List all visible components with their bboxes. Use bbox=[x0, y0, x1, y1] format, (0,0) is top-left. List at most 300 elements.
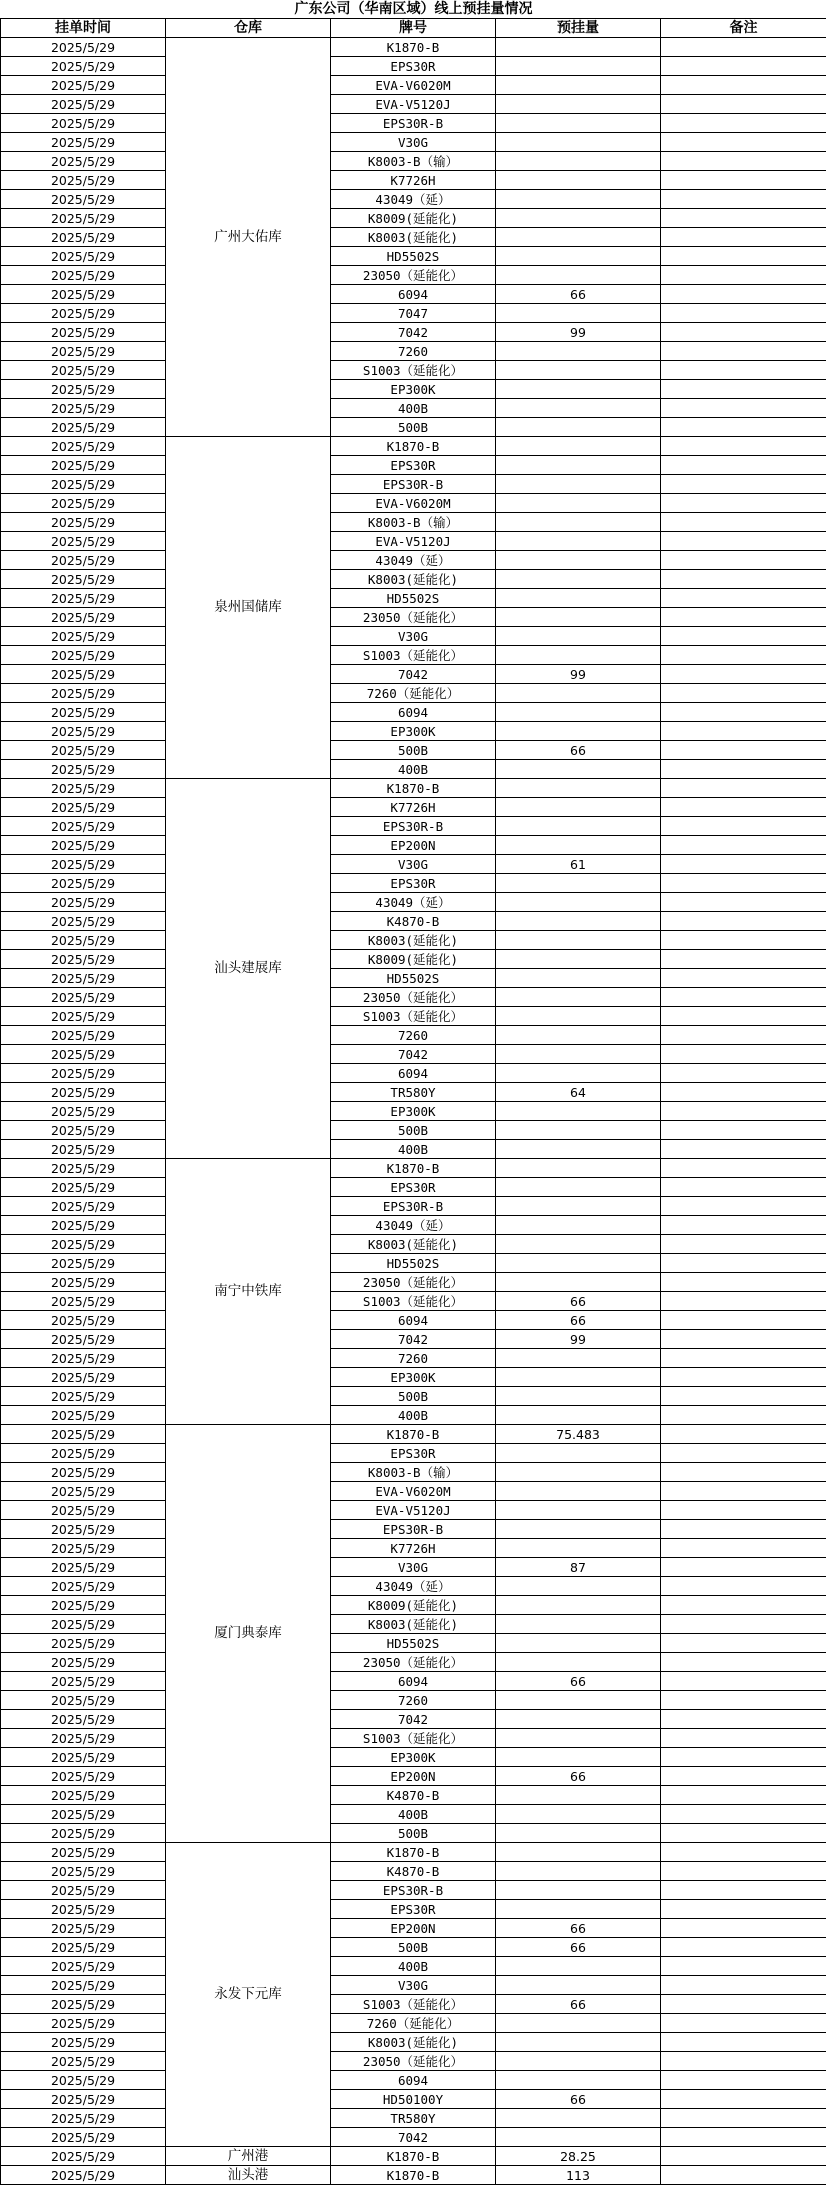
remark-cell bbox=[661, 1596, 826, 1615]
table-row bbox=[1, 209, 826, 228]
table-row bbox=[1, 874, 826, 893]
table-row bbox=[1, 1387, 826, 1406]
brand-cell: 7047 bbox=[331, 304, 496, 323]
table-row bbox=[1, 1406, 826, 1425]
remark-cell bbox=[661, 912, 826, 931]
remark-cell bbox=[661, 1273, 826, 1292]
brand-cell: K1870-B bbox=[331, 437, 496, 456]
date-cell: 2025/5/29 bbox=[1, 2014, 166, 2033]
brand-cell: EPS30R-B bbox=[331, 1520, 496, 1539]
table-row bbox=[1, 627, 826, 646]
brand-cell: EP300K bbox=[331, 722, 496, 741]
table-row bbox=[1, 1273, 826, 1292]
remark-cell bbox=[661, 1292, 826, 1311]
remark-cell bbox=[661, 1634, 826, 1653]
quantity-cell bbox=[496, 1615, 661, 1634]
table-row bbox=[1, 1995, 826, 2014]
remark-cell bbox=[661, 855, 826, 874]
remark-cell bbox=[661, 1330, 826, 1349]
remark-cell bbox=[661, 779, 826, 798]
brand-cell: 43049（延） bbox=[331, 190, 496, 209]
table-row bbox=[1, 2052, 826, 2071]
remark-cell bbox=[661, 1539, 826, 1558]
date-cell: 2025/5/29 bbox=[1, 1995, 166, 2014]
table-row bbox=[1, 95, 826, 114]
remark-cell bbox=[661, 380, 826, 399]
remark-cell bbox=[661, 76, 826, 95]
table-row bbox=[1, 1615, 826, 1634]
table-row bbox=[1, 665, 826, 684]
table-row bbox=[1, 1862, 826, 1881]
table-row bbox=[1, 2033, 826, 2052]
remark-cell bbox=[661, 741, 826, 760]
brand-cell: 7260 bbox=[331, 1691, 496, 1710]
brand-cell: K1870-B bbox=[331, 38, 496, 57]
table-row bbox=[1, 228, 826, 247]
quantity-cell bbox=[496, 817, 661, 836]
remark-cell bbox=[661, 1805, 826, 1824]
date-cell: 2025/5/29 bbox=[1, 1710, 166, 1729]
brand-cell: 7042 bbox=[331, 1330, 496, 1349]
remark-cell bbox=[661, 1216, 826, 1235]
quantity-cell bbox=[496, 1824, 661, 1843]
date-cell: 2025/5/29 bbox=[1, 437, 166, 456]
table-row bbox=[1, 1824, 826, 1843]
date-cell: 2025/5/29 bbox=[1, 950, 166, 969]
date-cell: 2025/5/29 bbox=[1, 1045, 166, 1064]
remark-cell bbox=[661, 722, 826, 741]
date-cell: 2025/5/29 bbox=[1, 1672, 166, 1691]
brand-cell: 7042 bbox=[331, 1045, 496, 1064]
date-cell: 2025/5/29 bbox=[1, 1786, 166, 1805]
quantity-cell bbox=[496, 2109, 661, 2128]
remark-cell bbox=[661, 361, 826, 380]
quantity-cell bbox=[496, 1064, 661, 1083]
date-cell: 2025/5/29 bbox=[1, 1862, 166, 1881]
date-cell: 2025/5/29 bbox=[1, 912, 166, 931]
date-cell: 2025/5/29 bbox=[1, 285, 166, 304]
brand-cell: TR580Y bbox=[331, 1083, 496, 1102]
table-row bbox=[1, 817, 826, 836]
brand-cell: HD5502S bbox=[331, 1254, 496, 1273]
brand-cell: 7260 bbox=[331, 1349, 496, 1368]
table-row bbox=[1, 2109, 826, 2128]
date-cell: 2025/5/29 bbox=[1, 1729, 166, 1748]
table-row bbox=[1, 1425, 826, 1444]
quantity-cell bbox=[496, 361, 661, 380]
date-cell: 2025/5/29 bbox=[1, 1311, 166, 1330]
table-row bbox=[1, 133, 826, 152]
quantity-cell bbox=[496, 2014, 661, 2033]
remark-cell bbox=[661, 1824, 826, 1843]
brand-cell: V30G bbox=[331, 855, 496, 874]
date-cell: 2025/5/29 bbox=[1, 171, 166, 190]
brand-cell: K8003-B（输） bbox=[331, 1463, 496, 1482]
quantity-cell bbox=[496, 1216, 661, 1235]
quantity-cell bbox=[496, 1045, 661, 1064]
remark-cell bbox=[661, 399, 826, 418]
warehouse-cell: 汕头建展库 bbox=[166, 779, 331, 1159]
date-cell: 2025/5/29 bbox=[1, 1824, 166, 1843]
brand-cell: TR580Y bbox=[331, 2109, 496, 2128]
date-cell: 2025/5/29 bbox=[1, 2052, 166, 2071]
remark-cell bbox=[661, 494, 826, 513]
remark-cell bbox=[661, 988, 826, 1007]
header-brand: 牌号 bbox=[331, 19, 496, 38]
table-row bbox=[1, 114, 826, 133]
table-row bbox=[1, 1881, 826, 1900]
remark-cell bbox=[661, 1083, 826, 1102]
table-row bbox=[1, 1748, 826, 1767]
remark-cell bbox=[661, 1995, 826, 2014]
table-row bbox=[1, 532, 826, 551]
quantity-cell bbox=[496, 798, 661, 817]
quantity-cell bbox=[496, 304, 661, 323]
table-row bbox=[1, 912, 826, 931]
remark-cell bbox=[661, 266, 826, 285]
remark-cell bbox=[661, 1862, 826, 1881]
warehouse-cell: 泉州国储库 bbox=[166, 437, 331, 779]
remark-cell bbox=[661, 1691, 826, 1710]
remark-cell bbox=[661, 874, 826, 893]
quantity-cell bbox=[496, 494, 661, 513]
brand-cell: 500B bbox=[331, 418, 496, 437]
date-cell: 2025/5/29 bbox=[1, 551, 166, 570]
quantity-cell bbox=[496, 1900, 661, 1919]
date-cell: 2025/5/29 bbox=[1, 836, 166, 855]
quantity-cell bbox=[496, 912, 661, 931]
remark-cell bbox=[661, 969, 826, 988]
brand-cell: EPS30R bbox=[331, 456, 496, 475]
table-row bbox=[1, 836, 826, 855]
date-cell: 2025/5/29 bbox=[1, 76, 166, 95]
remark-cell bbox=[661, 1957, 826, 1976]
brand-cell: 500B bbox=[331, 1938, 496, 1957]
date-cell: 2025/5/29 bbox=[1, 114, 166, 133]
date-cell: 2025/5/29 bbox=[1, 1444, 166, 1463]
quantity-cell bbox=[496, 1463, 661, 1482]
remark-cell bbox=[661, 665, 826, 684]
date-cell: 2025/5/29 bbox=[1, 475, 166, 494]
table-row bbox=[1, 57, 826, 76]
date-cell: 2025/5/29 bbox=[1, 1216, 166, 1235]
table-row bbox=[1, 2071, 826, 2090]
table-row bbox=[1, 1235, 826, 1254]
quantity-cell: 66 bbox=[496, 1311, 661, 1330]
date-cell: 2025/5/29 bbox=[1, 2090, 166, 2109]
date-cell: 2025/5/29 bbox=[1, 1596, 166, 1615]
brand-cell: EVA-V5120J bbox=[331, 532, 496, 551]
quantity-cell bbox=[496, 133, 661, 152]
quantity-cell bbox=[496, 1368, 661, 1387]
table-row bbox=[1, 589, 826, 608]
date-cell: 2025/5/29 bbox=[1, 494, 166, 513]
table-row bbox=[1, 1482, 826, 1501]
date-cell: 2025/5/29 bbox=[1, 228, 166, 247]
remark-cell bbox=[661, 2033, 826, 2052]
remark-cell bbox=[661, 1406, 826, 1425]
table-row bbox=[1, 646, 826, 665]
date-cell: 2025/5/29 bbox=[1, 1406, 166, 1425]
remark-cell bbox=[661, 1102, 826, 1121]
date-cell: 2025/5/29 bbox=[1, 1577, 166, 1596]
quantity-cell bbox=[496, 1710, 661, 1729]
table-row bbox=[1, 608, 826, 627]
brand-cell: EP200N bbox=[331, 836, 496, 855]
quantity-cell bbox=[496, 38, 661, 57]
table-row bbox=[1, 1596, 826, 1615]
table-row bbox=[1, 1102, 826, 1121]
quantity-cell bbox=[496, 1729, 661, 1748]
date-cell: 2025/5/29 bbox=[1, 1957, 166, 1976]
remark-cell bbox=[661, 1843, 826, 1862]
table-row bbox=[1, 304, 826, 323]
table-row bbox=[1, 1558, 826, 1577]
brand-cell: K8003-B（输） bbox=[331, 152, 496, 171]
table-row bbox=[1, 1767, 826, 1786]
quantity-cell bbox=[496, 2071, 661, 2090]
brand-cell: K4870-B bbox=[331, 1786, 496, 1805]
quantity-cell bbox=[496, 2052, 661, 2071]
sheet-title: 广东公司（华南区域）线上预挂量情况 bbox=[1, 0, 826, 19]
table-row bbox=[1, 1064, 826, 1083]
remark-cell bbox=[661, 1748, 826, 1767]
table-row bbox=[1, 969, 826, 988]
warehouse-cell: 永发下元库 bbox=[166, 1843, 331, 2147]
table-row bbox=[1, 475, 826, 494]
quantity-cell bbox=[496, 399, 661, 418]
brand-cell: 43049（延） bbox=[331, 1216, 496, 1235]
date-cell: 2025/5/29 bbox=[1, 1653, 166, 1672]
table-row bbox=[1, 76, 826, 95]
table-row bbox=[1, 1292, 826, 1311]
brand-cell: EP300K bbox=[331, 1368, 496, 1387]
table-row bbox=[1, 418, 826, 437]
date-cell: 2025/5/29 bbox=[1, 627, 166, 646]
date-cell: 2025/5/29 bbox=[1, 589, 166, 608]
quantity-cell bbox=[496, 1577, 661, 1596]
quantity-cell bbox=[496, 171, 661, 190]
header-row bbox=[1, 19, 826, 38]
date-cell: 2025/5/29 bbox=[1, 1254, 166, 1273]
date-cell: 2025/5/29 bbox=[1, 1159, 166, 1178]
table-row bbox=[1, 798, 826, 817]
table-row bbox=[1, 2166, 826, 2185]
quantity-cell: 66 bbox=[496, 1767, 661, 1786]
date-cell: 2025/5/29 bbox=[1, 380, 166, 399]
remark-cell bbox=[661, 1007, 826, 1026]
remark-cell bbox=[661, 1786, 826, 1805]
date-cell: 2025/5/29 bbox=[1, 817, 166, 836]
table-row bbox=[1, 1178, 826, 1197]
table-row bbox=[1, 722, 826, 741]
remark-cell bbox=[661, 1444, 826, 1463]
table-row bbox=[1, 1805, 826, 1824]
brand-cell: 500B bbox=[331, 1824, 496, 1843]
quantity-cell bbox=[496, 475, 661, 494]
table-row bbox=[1, 285, 826, 304]
remark-cell bbox=[661, 551, 826, 570]
quantity-cell bbox=[496, 969, 661, 988]
brand-cell: K8003-B（输） bbox=[331, 513, 496, 532]
remark-cell bbox=[661, 1501, 826, 1520]
table-row bbox=[1, 1786, 826, 1805]
quantity-cell bbox=[496, 95, 661, 114]
remark-cell bbox=[661, 171, 826, 190]
table-row bbox=[1, 551, 826, 570]
brand-cell: S1003（延能化） bbox=[331, 1007, 496, 1026]
brand-cell: K8009(延能化) bbox=[331, 950, 496, 969]
brand-cell: K7726H bbox=[331, 171, 496, 190]
remark-cell bbox=[661, 627, 826, 646]
title-row bbox=[1, 0, 826, 19]
quantity-cell bbox=[496, 513, 661, 532]
quantity-cell bbox=[496, 456, 661, 475]
quantity-cell bbox=[496, 2128, 661, 2147]
brand-cell: 43049（延） bbox=[331, 893, 496, 912]
brand-cell: 7042 bbox=[331, 2128, 496, 2147]
brand-cell: EVA-V6020M bbox=[331, 1482, 496, 1501]
brand-cell: 500B bbox=[331, 1121, 496, 1140]
quantity-cell bbox=[496, 1520, 661, 1539]
date-cell: 2025/5/29 bbox=[1, 2166, 166, 2185]
remark-cell bbox=[661, 1482, 826, 1501]
brand-cell: 7042 bbox=[331, 665, 496, 684]
table-row bbox=[1, 1957, 826, 1976]
date-cell: 2025/5/29 bbox=[1, 1805, 166, 1824]
remark-cell bbox=[661, 1425, 826, 1444]
quantity-cell bbox=[496, 1786, 661, 1805]
brand-cell: 6094 bbox=[331, 703, 496, 722]
remark-cell bbox=[661, 2014, 826, 2033]
date-cell: 2025/5/29 bbox=[1, 2033, 166, 2052]
remark-cell bbox=[661, 418, 826, 437]
brand-cell: EPS30R-B bbox=[331, 817, 496, 836]
brand-cell: 43049（延） bbox=[331, 1577, 496, 1596]
table-row bbox=[1, 1938, 826, 1957]
remark-cell bbox=[661, 608, 826, 627]
table-row bbox=[1, 779, 826, 798]
remark-cell bbox=[661, 1710, 826, 1729]
brand-cell: EVA-V6020M bbox=[331, 494, 496, 513]
remark-cell bbox=[661, 1463, 826, 1482]
quantity-cell bbox=[496, 1862, 661, 1881]
quantity-cell: 99 bbox=[496, 665, 661, 684]
brand-cell: K8003(延能化) bbox=[331, 1235, 496, 1254]
brand-cell: 400B bbox=[331, 1406, 496, 1425]
remark-cell bbox=[661, 2147, 826, 2166]
table-row bbox=[1, 703, 826, 722]
remark-cell bbox=[661, 817, 826, 836]
brand-cell: V30G bbox=[331, 133, 496, 152]
date-cell: 2025/5/29 bbox=[1, 1235, 166, 1254]
table-row bbox=[1, 950, 826, 969]
remark-cell bbox=[661, 2109, 826, 2128]
brand-cell: 400B bbox=[331, 1957, 496, 1976]
date-cell: 2025/5/29 bbox=[1, 209, 166, 228]
date-cell: 2025/5/29 bbox=[1, 570, 166, 589]
brand-cell: HD5502S bbox=[331, 969, 496, 988]
brand-cell: EPS30R-B bbox=[331, 1881, 496, 1900]
brand-cell: 23050（延能化） bbox=[331, 608, 496, 627]
brand-cell: 500B bbox=[331, 1387, 496, 1406]
quantity-cell bbox=[496, 1159, 661, 1178]
remark-cell bbox=[661, 1767, 826, 1786]
remark-cell bbox=[661, 38, 826, 57]
table-row bbox=[1, 1520, 826, 1539]
quantity-cell bbox=[496, 1349, 661, 1368]
brand-cell: EPS30R bbox=[331, 874, 496, 893]
quantity-cell bbox=[496, 380, 661, 399]
table-row bbox=[1, 1007, 826, 1026]
table-row bbox=[1, 1330, 826, 1349]
quantity-cell bbox=[496, 1102, 661, 1121]
brand-cell: 23050（延能化） bbox=[331, 988, 496, 1007]
quantity-cell: 66 bbox=[496, 1938, 661, 1957]
brand-cell: 7260 bbox=[331, 1026, 496, 1045]
brand-cell: V30G bbox=[331, 1558, 496, 1577]
remark-cell bbox=[661, 798, 826, 817]
quantity-cell bbox=[496, 893, 661, 912]
remark-cell bbox=[661, 1919, 826, 1938]
table-row bbox=[1, 456, 826, 475]
warehouse-cell: 厦门典泰库 bbox=[166, 1425, 331, 1843]
quantity-cell: 99 bbox=[496, 1330, 661, 1349]
warehouse-cell: 汕头港 bbox=[166, 2166, 331, 2185]
brand-cell: EVA-V6020M bbox=[331, 76, 496, 95]
quantity-cell: 66 bbox=[496, 1995, 661, 2014]
table-row bbox=[1, 760, 826, 779]
date-cell: 2025/5/29 bbox=[1, 1615, 166, 1634]
quantity-cell bbox=[496, 209, 661, 228]
date-cell: 2025/5/29 bbox=[1, 1482, 166, 1501]
remark-cell bbox=[661, 342, 826, 361]
brand-cell: K7726H bbox=[331, 1539, 496, 1558]
table-row bbox=[1, 1159, 826, 1178]
brand-cell: EPS30R-B bbox=[331, 114, 496, 133]
quantity-cell: 66 bbox=[496, 285, 661, 304]
date-cell: 2025/5/29 bbox=[1, 684, 166, 703]
remark-cell bbox=[661, 570, 826, 589]
date-cell: 2025/5/29 bbox=[1, 1292, 166, 1311]
quantity-cell: 66 bbox=[496, 1919, 661, 1938]
date-cell: 2025/5/29 bbox=[1, 855, 166, 874]
table-row bbox=[1, 1026, 826, 1045]
date-cell: 2025/5/29 bbox=[1, 1330, 166, 1349]
quantity-cell: 87 bbox=[496, 1558, 661, 1577]
quantity-cell bbox=[496, 437, 661, 456]
table-row bbox=[1, 1919, 826, 1938]
table-row bbox=[1, 1900, 826, 1919]
remark-cell bbox=[661, 1197, 826, 1216]
quantity-cell bbox=[496, 1805, 661, 1824]
date-cell: 2025/5/29 bbox=[1, 760, 166, 779]
table-row bbox=[1, 1216, 826, 1235]
table-row bbox=[1, 1045, 826, 1064]
table-row bbox=[1, 1368, 826, 1387]
table-row bbox=[1, 1653, 826, 1672]
remark-cell bbox=[661, 2090, 826, 2109]
table-row bbox=[1, 1691, 826, 1710]
table-row bbox=[1, 1539, 826, 1558]
quantity-cell bbox=[496, 646, 661, 665]
remark-cell bbox=[661, 1577, 826, 1596]
brand-cell: K8003(延能化) bbox=[331, 570, 496, 589]
quantity-cell bbox=[496, 551, 661, 570]
quantity-cell bbox=[496, 608, 661, 627]
table-row bbox=[1, 38, 826, 57]
remark-cell bbox=[661, 1235, 826, 1254]
